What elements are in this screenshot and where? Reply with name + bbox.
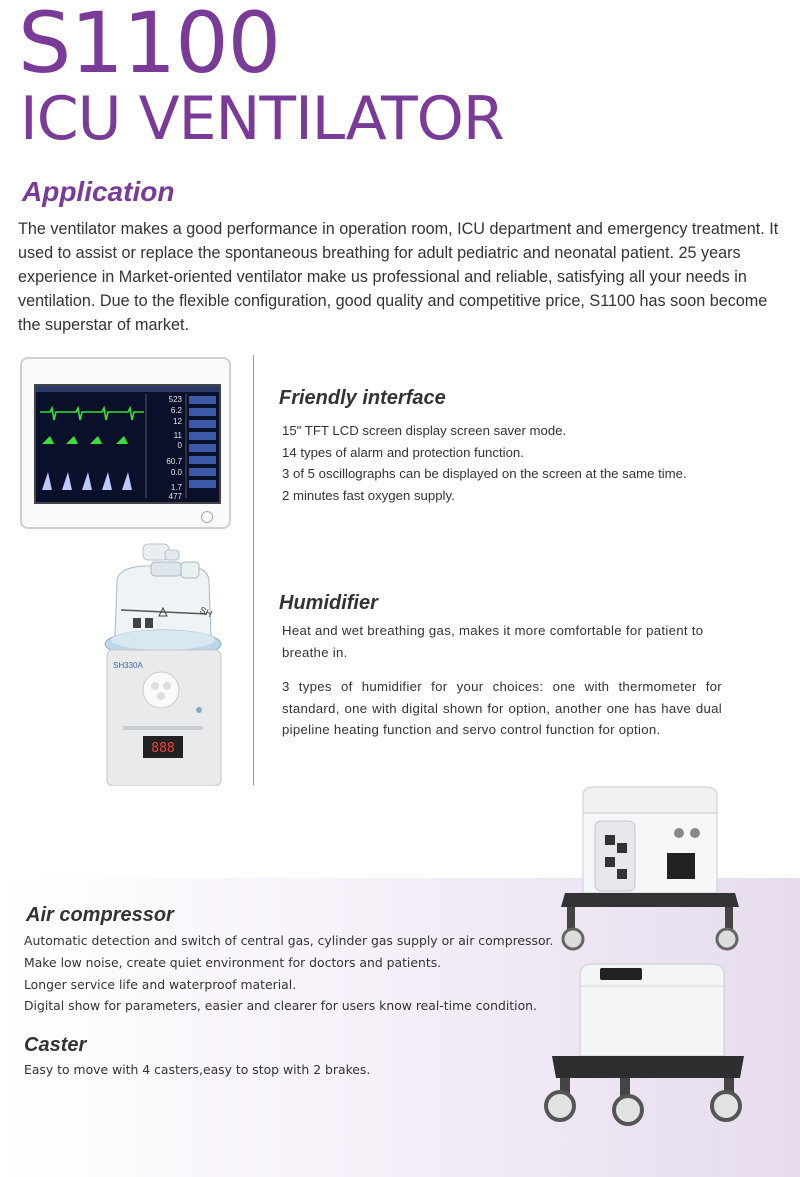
product-title: ICU VENTILATOR — [20, 84, 504, 154]
air-compressor-list — [24, 930, 553, 1017]
humidifier-para-2: 3 types of humidifier for your choices: one with thermometer for standard, one with digital shown for option, another one has have dual pipeline heating function and servo control function for option. — [282, 679, 722, 737]
list-item: 3 of 5 oscillographs can be displayed on the screen at the same time. — [282, 466, 687, 481]
caster-heading: Caster — [24, 1034, 87, 1056]
screen-value: 12 — [173, 417, 182, 426]
monitor-knob — [201, 511, 213, 523]
list-item: 14 types of alarm and protection function. — [282, 444, 524, 460]
list-item: Automatic detection and switch of central gas, cylinder gas supply or air compressor. — [24, 933, 554, 948]
screen-value: 477 — [168, 492, 182, 501]
screen-value: 1.7 — [170, 483, 182, 492]
list-item: Make low noise, create quiet environment for doctors and patients. — [24, 954, 442, 970]
humidifier-model-label: SH330A — [113, 661, 143, 670]
humidifier-display: 888 — [151, 741, 175, 756]
list-item: Digital show for parameters, easier and clearer for users know real-time condition. — [24, 998, 537, 1014]
list-item: 2 minutes fast oxygen supply. — [282, 487, 455, 503]
air-compressor-front-image — [540, 960, 750, 1130]
vertical-divider — [253, 355, 254, 785]
screen-value: 6.2 — [170, 406, 182, 415]
air-compressor-heading: Air compressor — [26, 904, 174, 926]
humidifier-heading: Humidifier — [279, 592, 378, 614]
caster-text: Easy to move with 4 casters,easy to stop with 2 brakes. — [24, 1062, 371, 1077]
model-title: S1100 — [18, 0, 281, 92]
humidifier-image — [103, 540, 223, 786]
friendly-interface-list — [282, 420, 687, 506]
friendly-interface-heading: Friendly interface — [279, 387, 446, 409]
air-compressor-rear-image — [555, 785, 745, 955]
screen-value: 60.7 — [166, 457, 182, 466]
screen-value: 0 — [177, 441, 182, 450]
screen-value: 0.0 — [170, 468, 182, 477]
svg-text:SH: SH — [198, 604, 214, 620]
humidifier-para-1: Heat and wet breathing gas, makes it more comfortable for patient to breathe in. — [282, 623, 704, 660]
application-text: The ventilator makes a good performance in operation room, ICU department and emergency treatment. It used to assist or replace the spontaneous breathing for adult pediatric and neonatal patient. 25 years experience in Market-oriented ventilator make us professional and reliable, satisfying all your needs in ventilation. Due to the flexible configuration, good quality and competitive price, S1100 has soon become the superstar of market. — [18, 220, 779, 334]
monitor-screen — [34, 384, 221, 504]
ventilator-monitor-image — [20, 357, 231, 529]
list-item: 15" TFT LCD screen display screen saver mode. — [282, 423, 567, 438]
list-item: Longer service life and waterproof material. — [24, 976, 297, 992]
screen-value: 11 — [173, 431, 182, 440]
waveform-graphic — [36, 386, 219, 502]
application-heading: Application — [22, 176, 175, 207]
screen-value: 523 — [168, 395, 182, 404]
